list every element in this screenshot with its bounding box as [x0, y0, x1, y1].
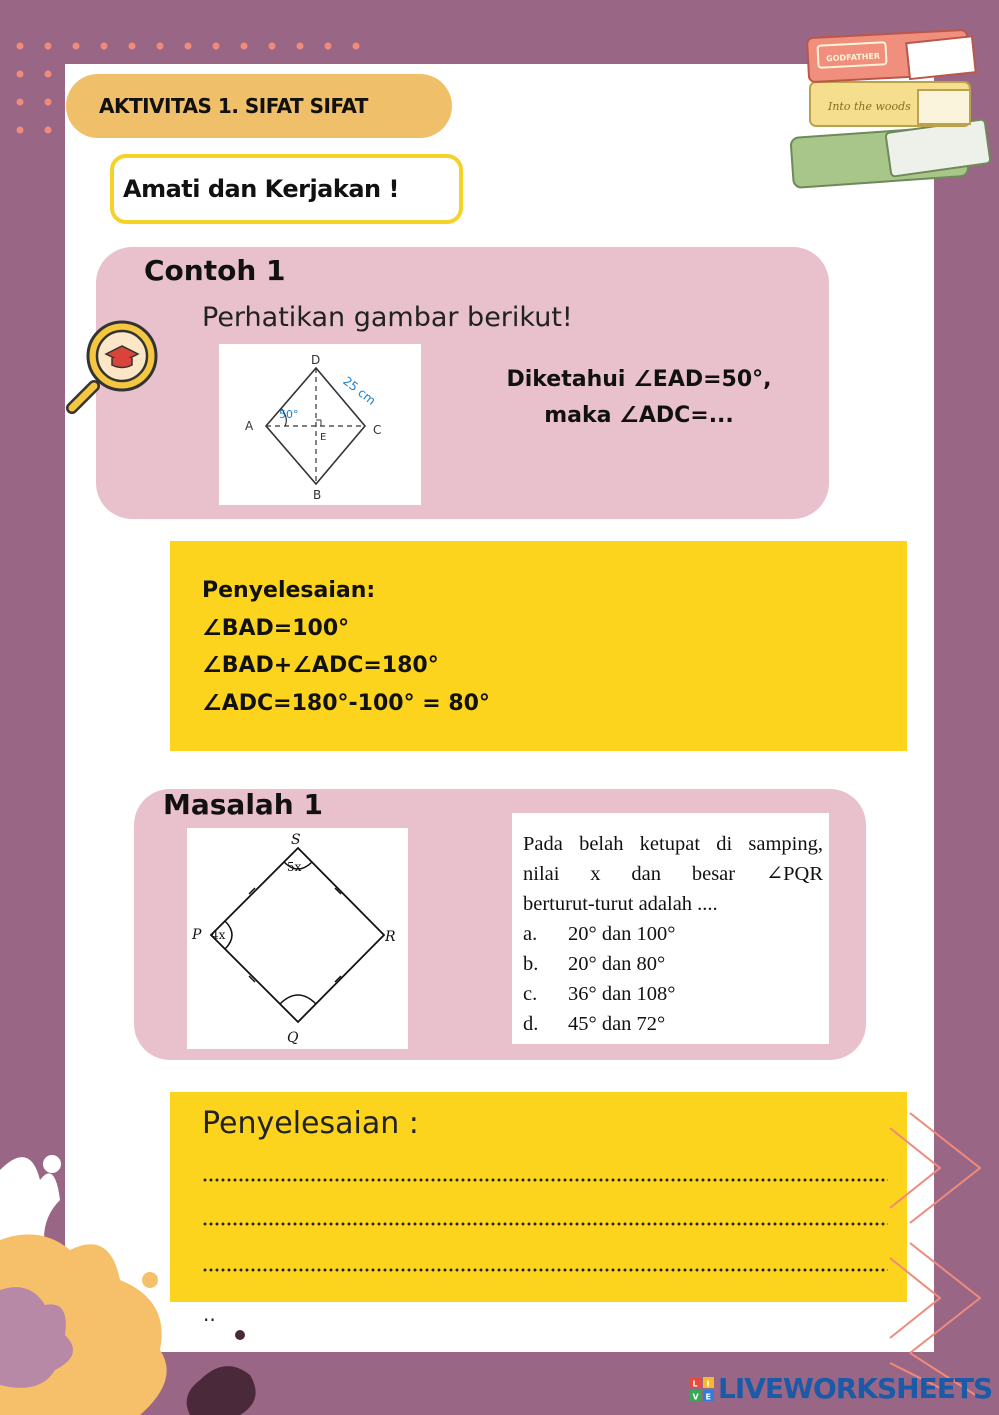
- label-a: A: [245, 419, 254, 433]
- solution-text-example: [202, 572, 490, 722]
- label-s: S: [291, 832, 301, 848]
- option-c: [523, 979, 823, 1009]
- angle-4x: 4x: [211, 928, 226, 942]
- example-instruction: Perhatikan gambar berikut!: [202, 302, 573, 333]
- answer-line-3[interactable]: [202, 1267, 888, 1273]
- logo-letter: I: [706, 1379, 710, 1388]
- side-label: 25 cm: [340, 373, 379, 408]
- label-q: Q: [287, 1030, 299, 1046]
- solution-title: Penyelesaian:: [202, 578, 376, 603]
- option-d: [523, 1009, 823, 1039]
- book-title-1: GODFATHER: [825, 51, 881, 64]
- option-a: [523, 919, 823, 949]
- option-letter: d.: [523, 1013, 539, 1035]
- logo-letter: L: [692, 1379, 698, 1388]
- option-text: 20° dan 80°: [568, 953, 666, 975]
- answer-line-1[interactable]: [202, 1177, 888, 1183]
- liveworksheets-logo-icon: [690, 1377, 714, 1401]
- example-given: [486, 362, 792, 434]
- book-title-2: Into the woods: [828, 100, 911, 113]
- option-letter: a.: [523, 923, 538, 945]
- given-line-2: maka ∠ADC=...: [544, 403, 734, 428]
- label-p: P: [192, 927, 202, 943]
- problem-title: Masalah 1: [163, 788, 323, 821]
- label-e: E: [320, 432, 327, 443]
- option-text: 45° dan 72°: [568, 1013, 666, 1035]
- question-line: nilai x dan besar ∠PQR: [523, 863, 823, 885]
- chevron-decoration: [880, 1108, 999, 1408]
- option-letter: c.: [523, 983, 538, 1005]
- logo-letter: E: [705, 1392, 711, 1401]
- magnifier-icon: [64, 318, 164, 418]
- liveworksheets-logo[interactable]: [690, 1372, 992, 1405]
- brand-name: LIVEWORKSHEETS: [718, 1372, 993, 1405]
- solution-step: ∠BAD+∠ADC=180°: [202, 653, 439, 678]
- solution-step: ∠ADC=180°-100° = 80°: [202, 690, 490, 716]
- example-title: Contoh 1: [144, 254, 286, 287]
- option-b: [523, 949, 823, 979]
- paint-splash-decoration: [0, 1130, 260, 1415]
- given-line-1: Diketahui ∠EAD=50°,: [506, 367, 772, 392]
- label-c: C: [373, 423, 382, 437]
- angle-5x: 5x: [287, 860, 302, 874]
- label-r: R: [385, 929, 396, 945]
- rhombus-figure-problem: [187, 828, 408, 1049]
- option-text: 20° dan 100°: [568, 923, 676, 945]
- answer-tail-dots: ..: [203, 1302, 216, 1326]
- label-d: D: [311, 353, 321, 367]
- answer-line-2[interactable]: [202, 1221, 888, 1227]
- solution-step: ∠BAD=100°: [202, 615, 350, 641]
- observe-instruction: Amati dan Kerjakan !: [110, 154, 463, 224]
- option-letter: b.: [523, 953, 539, 975]
- logo-letter: V: [692, 1392, 699, 1401]
- rhombus-figure-example: [219, 344, 421, 505]
- option-text: 36° dan 108°: [568, 983, 676, 1005]
- label-b: B: [313, 488, 322, 502]
- problem-question-card: [512, 813, 829, 1044]
- question-line: Pada belah ketupat di samping,: [523, 833, 823, 855]
- books-illustration: [788, 22, 998, 192]
- answer-title: Penyelesaian :: [202, 1106, 419, 1141]
- activity-title: AKTIVITAS 1. SIFAT SIFAT: [66, 74, 452, 138]
- angle-label: 50°: [279, 408, 299, 421]
- question-line: berturut-turut adalah ....: [523, 893, 718, 915]
